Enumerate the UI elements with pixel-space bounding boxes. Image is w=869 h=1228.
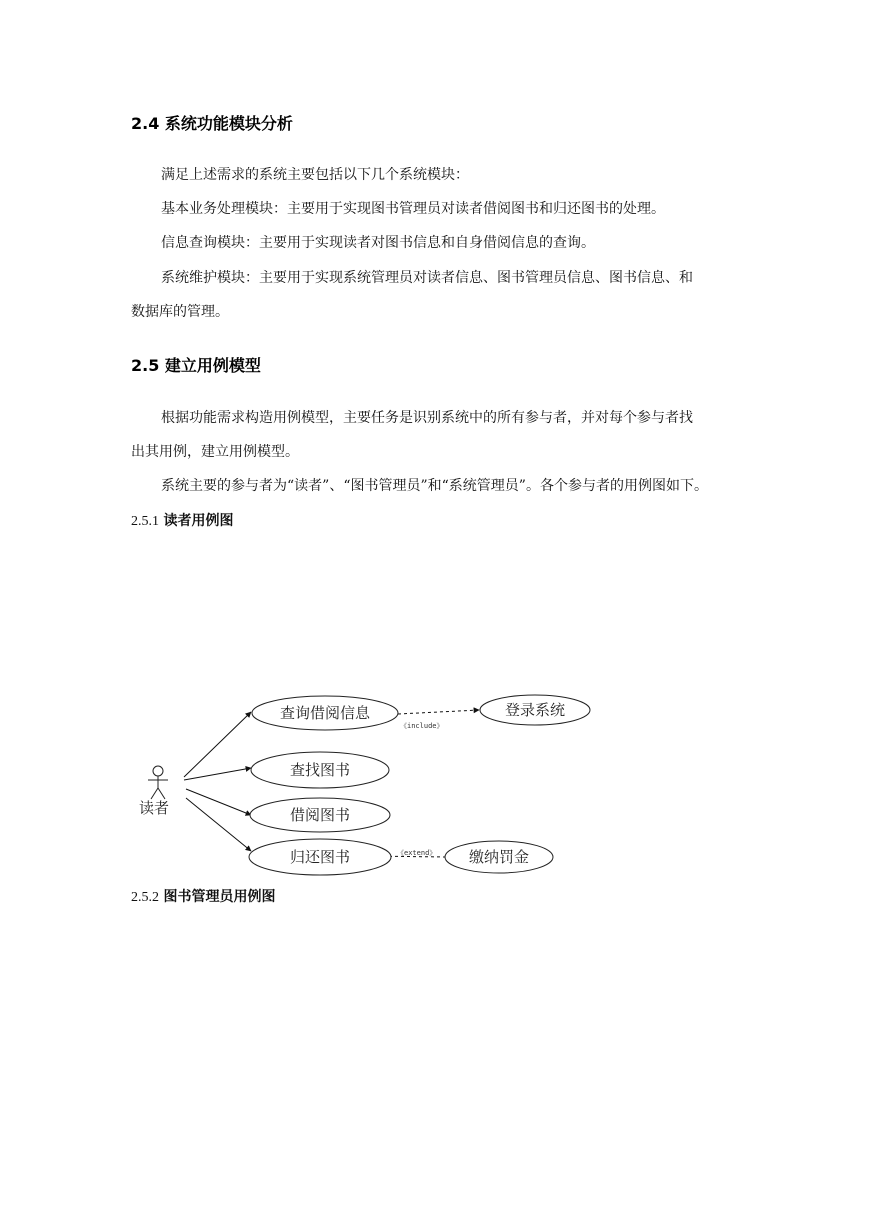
extend-label: 《extend》	[397, 849, 437, 857]
association-return	[186, 798, 251, 851]
actor-figure	[148, 766, 168, 799]
association-query	[184, 712, 251, 777]
usecase-login-label: 登录系统	[504, 701, 566, 719]
association-borrow	[186, 789, 251, 815]
paragraph-modules-intro: 满足上述需求的系统主要包括以下几个系统模块：	[161, 167, 469, 183]
section-2-5-heading: 2.5 建立用例模型	[131, 356, 261, 375]
association-find	[184, 768, 251, 780]
subsection-number: 2.5.1	[131, 514, 159, 529]
subsection-2-5-2-heading	[131, 888, 275, 907]
include-label: 《include》	[400, 722, 444, 730]
usecase-fine-label: 缴纳罚金	[468, 848, 530, 866]
usecase-query-label: 查询借阅信息	[279, 704, 371, 722]
paragraph-basic-business: 基本业务处理模块：主要用于实现图书管理员对读者借阅图书和归还图书的处理。	[161, 201, 665, 217]
subsection-title: 图书管理员用例图	[163, 889, 276, 905]
include-dependency	[398, 710, 479, 714]
paragraph-usecase-intro-cont: 出其用例，建立用例模型。	[131, 444, 299, 460]
subsection-number: 2.5.2	[131, 890, 159, 905]
usecase-find-label: 查找图书	[289, 761, 351, 779]
subsection-title: 读者用例图	[163, 513, 234, 529]
paragraph-system-maintenance-cont: 数据库的管理。	[131, 304, 229, 320]
usecase-return-label: 归还图书	[289, 848, 351, 866]
paragraph-info-query: 信息查询模块：主要用于实现读者对图书信息和自身借阅信息的查询。	[161, 235, 595, 251]
actor-label: 读者	[139, 799, 170, 817]
paragraph-usecase-intro: 根据功能需求构造用例模型，主要任务是识别系统中的所有参与者，并对每个参与者找	[161, 410, 693, 426]
paragraph-actors: 系统主要的参与者为“读者”、“图书管理员”和“系统管理员”。各个参与者的用例图如下。	[161, 478, 708, 494]
paragraph-system-maintenance: 系统维护模块：主要用于实现系统管理员对读者信息、图书管理员信息、图书信息、和	[161, 270, 693, 286]
usecase-borrow-label: 借阅图书	[289, 806, 351, 824]
section-2-4-heading: 2.4 系统功能模块分析	[131, 114, 293, 133]
